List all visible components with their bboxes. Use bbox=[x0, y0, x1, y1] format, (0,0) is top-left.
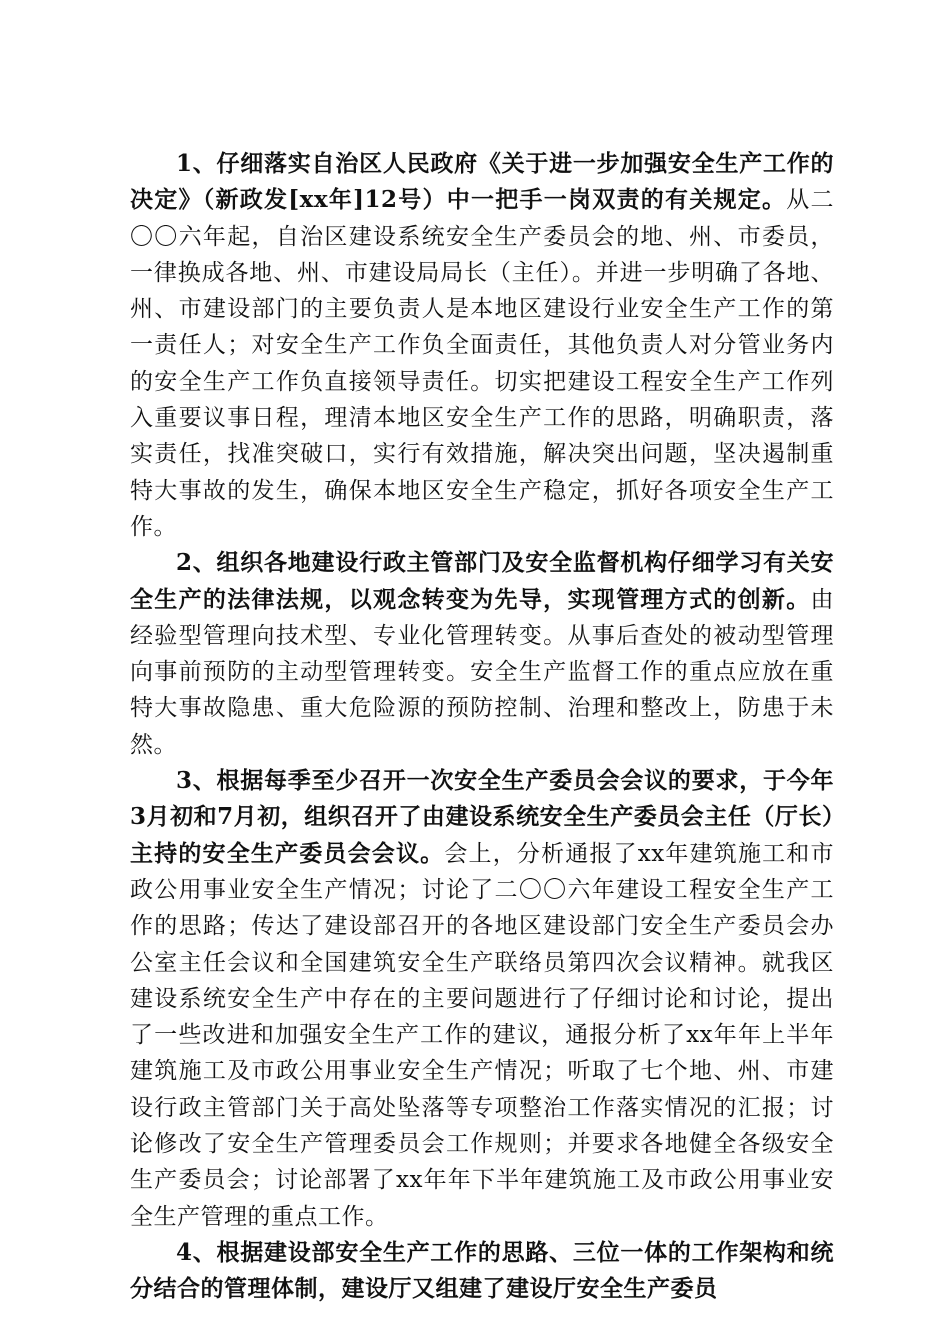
paragraph-2 bbox=[130, 545, 834, 763]
paragraph-4-lead: 4、根据建设部安全生产工作的思路、三位一体的工作架构和统分结合的管理体制，建设厅又组建了建设厅安全生产委员 bbox=[130, 1238, 834, 1303]
paragraph-3-body: 会上，分析通报了xx年建筑施工和市政公用事业安全生产情况；讨论了二〇〇六年建设工程安全生产工作的思路；传达了建设部召开的各地区建设部门安全生产委员会办公室主任会议和全国建筑安全生产联络员第四次会议精神。就我区建设系统安全生产中存在的主要问题进行了仔细讨论和讨论，提出了一些改进和加强安全生产工作的建议，通报分析了xx年年上半年建筑施工及市政公用事业安全生产情况；听取了七个地、州、市建设行政主管部门关于高处坠落等专项整治工作落实情况的汇报；讨论修改了安全生产管理委员会工作规则；并要求各地健全各级安全生产委员会；讨论部署了xx年年下半年建筑施工及市政公用事业安全生产管理的重点工作。 bbox=[130, 840, 834, 1230]
paragraph-3-lead: 3、根据每季至少召开一次安全生产委员会会议的要求，于今年3月初和7月初，组织召开了由建设系统安全生产委员会主任（厅长）主持的安全生产委员会会议。 bbox=[130, 767, 834, 867]
document-page bbox=[130, 146, 834, 1308]
paragraph-1 bbox=[130, 146, 834, 545]
paragraph-1-body: 从二〇〇六年起，自治区建设系统安全生产委员会的地、州、市委员，一律换成各地、州、市建设局局长（主任）。并进一步明确了各地、州、市建设部门的主要负责人是本地区建设行业安全生产工作的第一责任人；对安全生产工作负全面责任，其他负责人对分管业务内的安全生产工作负直接领导责任。切实把建设工程安全生产工作列入重要议事日程，理清本地区安全生产工作的思路，明确职责，落实责任，找准突破口，实行有效措施，解决突出问题，坚决遏制重特大事故的发生，确保本地区安全生产稳定，抓好各项安全生产工作。 bbox=[130, 187, 835, 540]
paragraph-3 bbox=[130, 763, 834, 1235]
paragraph-4 bbox=[130, 1235, 834, 1308]
paragraph-2-lead: 2、组织各地建设行政主管部门及安全监督机构仔细学习有关安全生产的法律法规，以观念转变为先导，实现管理方式的创新。 bbox=[130, 549, 834, 613]
paragraph-2-body: 由经验型管理向技术型、专业化管理转变。从事后查处的被动型管理向事前预防的主动型管理转变。安全生产监督工作的重点应放在重特大事故隐患、重大危险源的预防控制、治理和整改上，防患于未然。 bbox=[130, 586, 834, 758]
paragraph-1-lead: 1、仔细落实自治区人民政府《关于进一步加强安全生产工作的决定》（新政发[xx年]12号）中一把手一岗双责的有关规定。 bbox=[130, 150, 834, 214]
